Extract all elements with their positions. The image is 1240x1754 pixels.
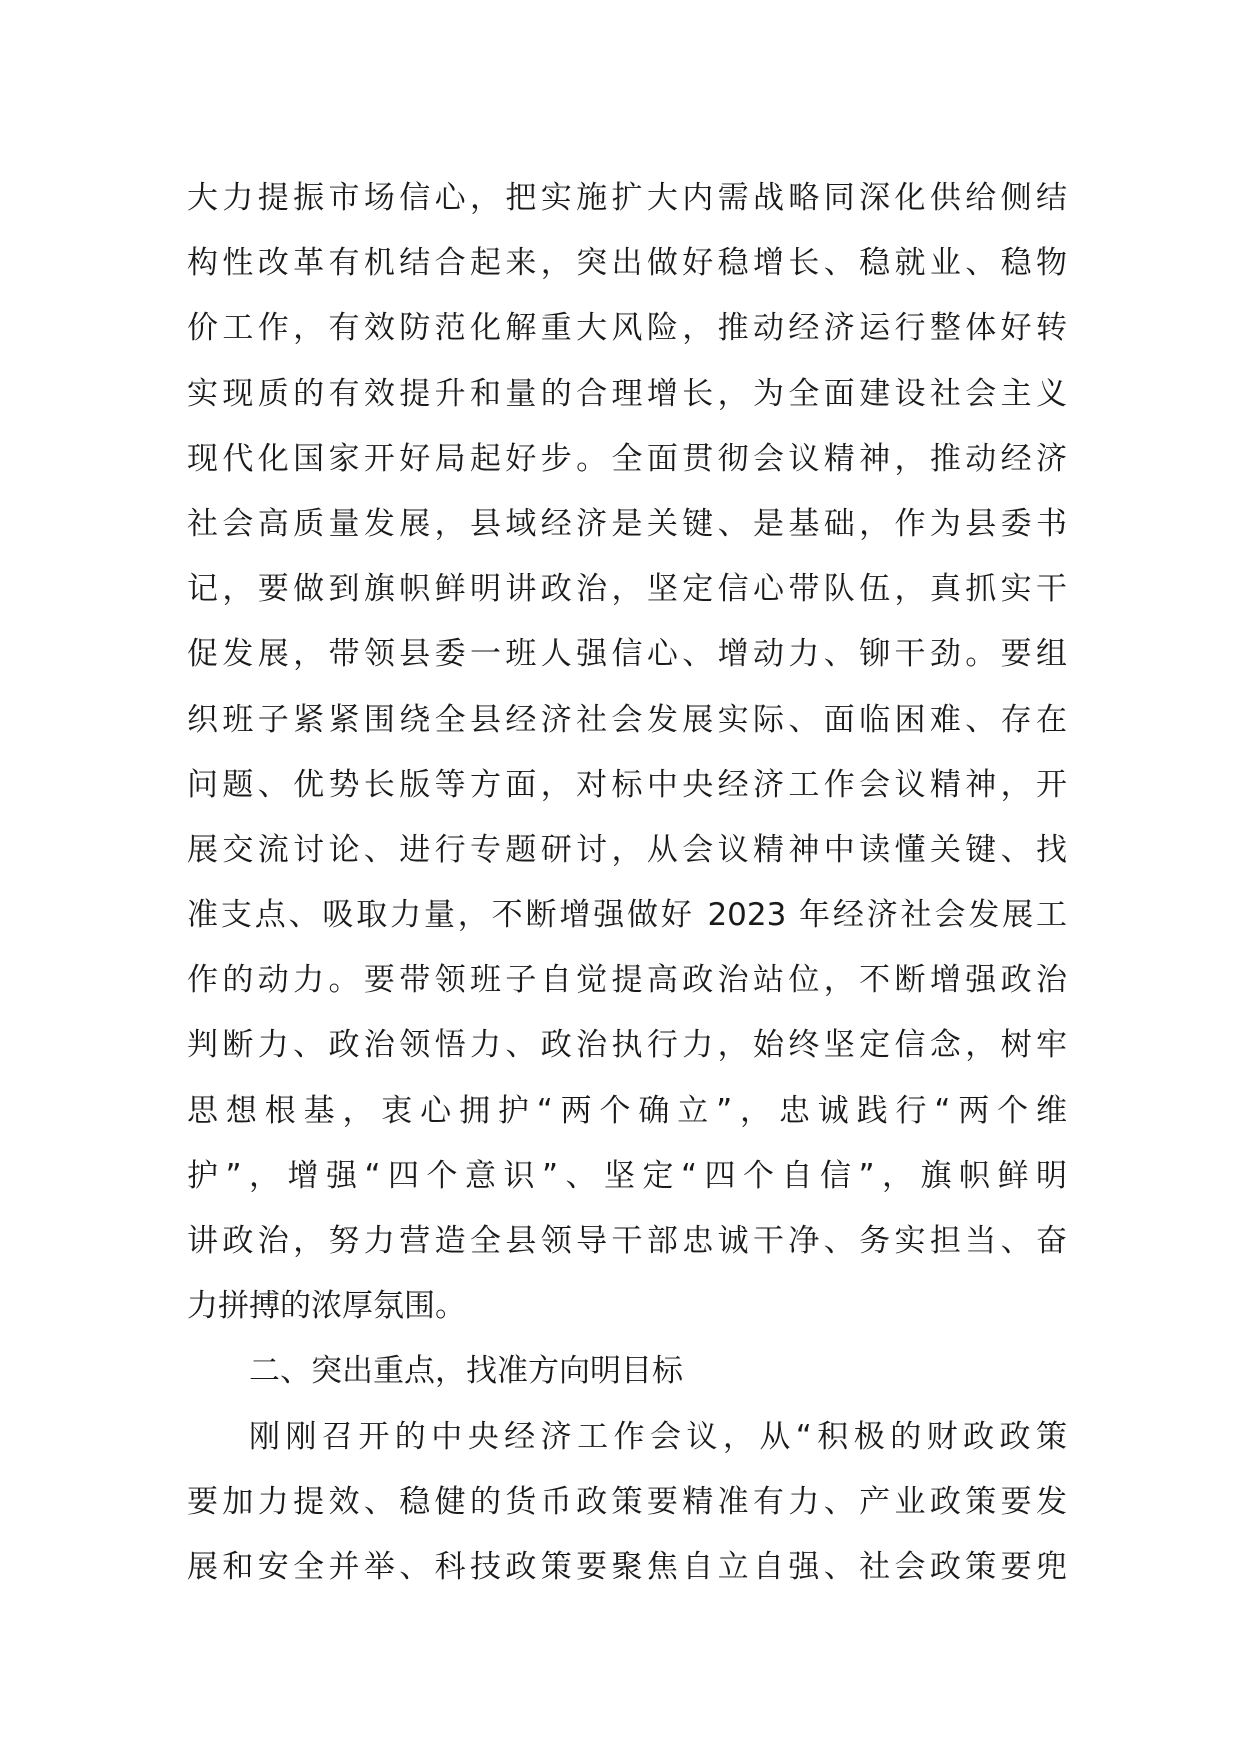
- text-line: 展和安全并举、科技政策要聚焦自立自强、社会政策要兜: [187, 1548, 1067, 1585]
- document-body: [187, 166, 1067, 1600]
- section-heading: 二、突出重点，找准方向明目标: [249, 1353, 683, 1390]
- text-line: 思想根基，衷心拥护“两个确立”，忠诚践行“两个维: [187, 1092, 1067, 1129]
- text-line: 实现质的有效提升和量的合理增长，为全面建设社会主义: [187, 375, 1067, 412]
- text-line: 织班子紧紧围绕全县经济社会发展实际、面临困难、存在: [187, 701, 1067, 738]
- text-line: 价工作，有效防范化解重大风险，推动经济运行整体好转: [187, 310, 1067, 347]
- text-line: 展交流讨论、进行专题研讨，从会议精神中读懂关键、找: [187, 831, 1067, 868]
- text-line: 促发展，带领县委一班人强信心、增动力、铆干劲。要组: [187, 636, 1067, 673]
- text-line: 刚刚召开的中央经济工作会议，从“积极的财政政策: [249, 1418, 1067, 1455]
- text-line: 护”，增强“四个意识”、坚定“四个自信”，旗帜鲜明: [187, 1157, 1067, 1194]
- text-line: 讲政治，努力营造全县领导干部忠诚干净、务实担当、奋: [187, 1223, 1067, 1259]
- text-line: 现代化国家开好局起好步。全面贯彻会议精神，推动经济: [187, 440, 1067, 477]
- text-line: 要加力提效、稳健的货币政策要精准有力、产业政策要发: [187, 1483, 1067, 1520]
- text-line: 构性改革有机结合起来，突出做好稳增长、稳就业、稳物: [187, 245, 1067, 282]
- text-line: 力拼搏的浓厚氛围。: [187, 1288, 466, 1325]
- text-line: 问题、优势长版等方面，对标中央经济工作会议精神，开: [187, 766, 1067, 803]
- text-line: 记，要做到旗帜鲜明讲政治，坚定信心带队伍，真抓实干: [187, 571, 1067, 608]
- text-line: 社会高质量发展，县域经济是关键、是基础，作为县委书: [187, 505, 1067, 542]
- text-line: 作的动力。要带领班子自觉提高政治站位，不断增强政治: [187, 962, 1067, 999]
- text-line: 判断力、政治领悟力、政治执行力，始终坚定信念，树牢: [187, 1027, 1067, 1064]
- text-line: 大力提振市场信心，把实施扩大内需战略同深化供给侧结: [187, 180, 1067, 216]
- text-line: 准支点、吸取力量，不断增强做好 2023 年经济社会发展工: [187, 897, 1067, 934]
